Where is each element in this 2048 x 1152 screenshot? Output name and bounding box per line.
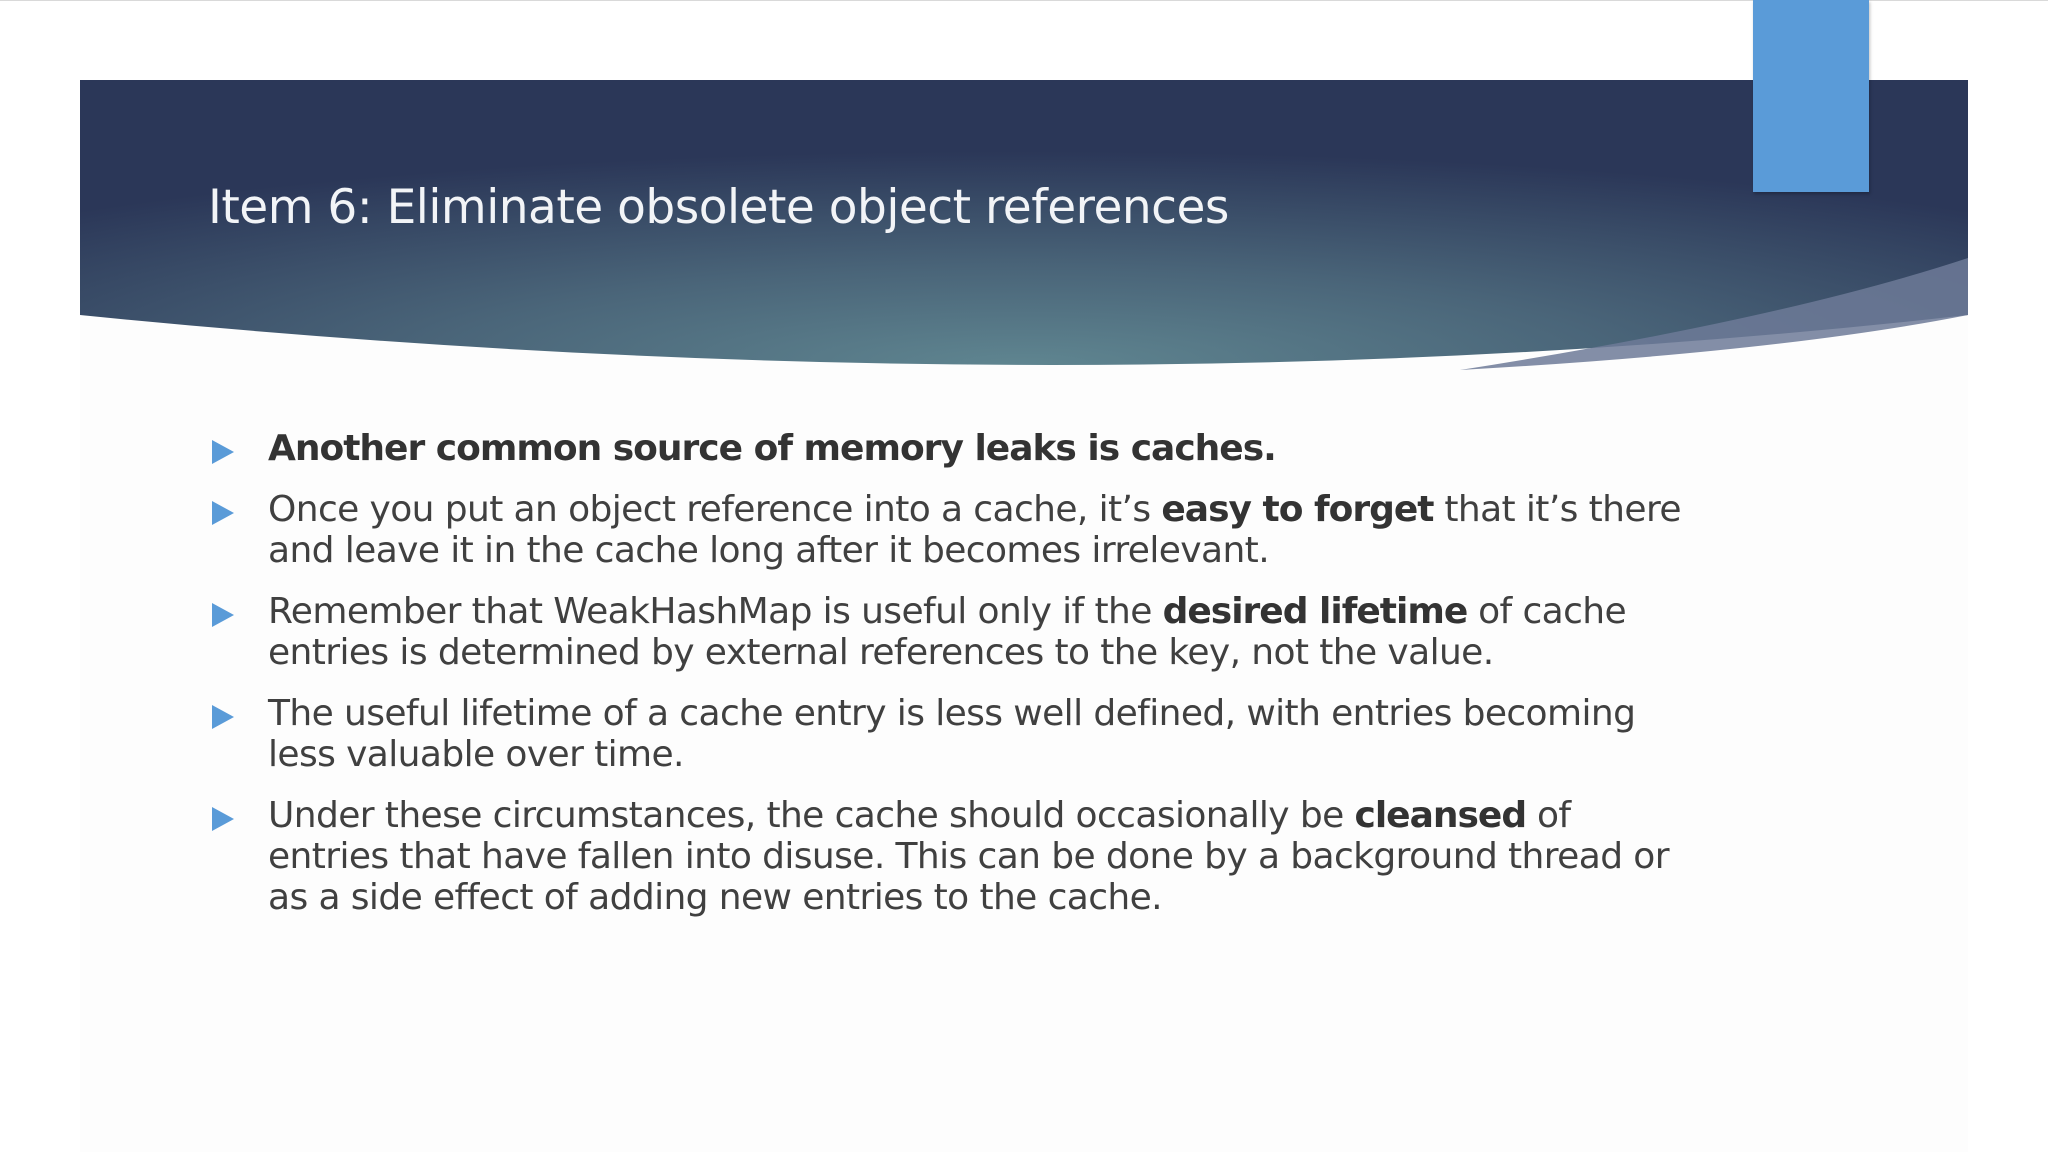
accent-tab	[1753, 0, 1869, 192]
bullet-text: The useful lifetime of a cache entry is less well defined, with entries becoming less valuable over time.	[268, 693, 1636, 775]
triangle-bullet-icon	[212, 440, 234, 464]
bullet-text: that it’s there and leave it in the cache long after it becomes irrelevant.	[268, 489, 1681, 571]
triangle-bullet-icon	[212, 705, 234, 729]
bullet-list	[208, 428, 1688, 938]
bullet-text: Once you put an object reference into a cache, it’s	[268, 489, 1162, 530]
window-top-border	[0, 0, 2048, 1]
triangle-bullet-icon	[212, 501, 234, 525]
triangle-bullet-icon	[212, 807, 234, 831]
bullet-text: of cache entries is determined by external references to the key, not the value.	[268, 591, 1627, 673]
slide-title: Item 6: Eliminate obsolete object references	[208, 180, 1229, 235]
bullet-item	[208, 489, 1688, 571]
bullet-item	[208, 591, 1688, 673]
bullet-item	[208, 795, 1688, 918]
bullet-bold-text: Another common source of memory leaks is caches.	[268, 428, 1276, 469]
bullet-bold-text: cleansed	[1354, 795, 1527, 836]
bullet-bold-text: easy to forget	[1161, 489, 1434, 530]
bullet-item	[208, 428, 1688, 469]
bullet-bold-text: desired lifetime	[1162, 591, 1468, 632]
triangle-bullet-icon	[212, 603, 234, 627]
bullet-text: Remember that WeakHashMap is useful only if the	[268, 591, 1163, 632]
bullet-item	[208, 693, 1688, 775]
bullet-text: Under these circumstances, the cache should occasionally be	[268, 795, 1355, 836]
bullet-text: of entries that have fallen into disuse. This can be done by a background thread or as a side effect of adding new entries to the cache.	[268, 795, 1669, 918]
